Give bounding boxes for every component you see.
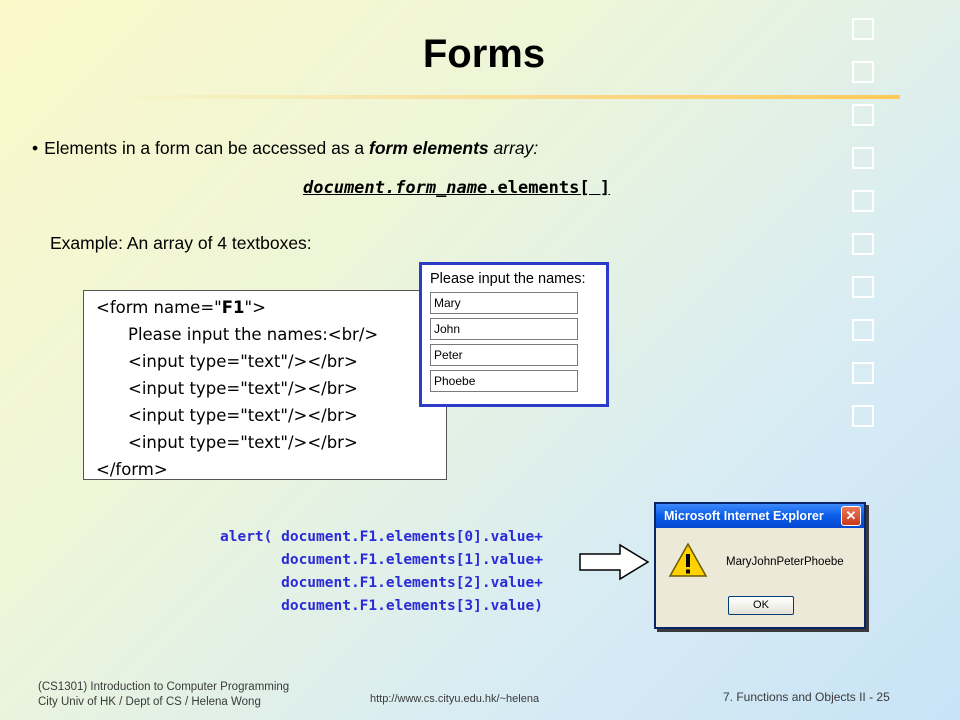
code-line-form-open <box>96 294 446 321</box>
decorative-squares <box>852 18 882 448</box>
footer-course: (CS1301) Introduction to Computer Programming <box>38 681 290 693</box>
code-line-input: <input type="text"/></br> <box>128 406 358 425</box>
deco-square <box>852 61 874 83</box>
syntax-line <box>303 178 610 198</box>
deco-square <box>852 190 874 212</box>
alert-code-line: document.F1.elements[3].value) <box>220 598 544 614</box>
deco-square <box>852 104 874 126</box>
bullet-emphasis: form elements <box>369 138 489 158</box>
deco-square <box>852 276 874 298</box>
alert-code-line: document.F1.elements[2].value+ <box>220 575 544 591</box>
syntax-form-name: form_name <box>395 178 488 198</box>
code-form-open-post: "> <box>244 298 266 317</box>
deco-square <box>852 18 874 40</box>
footer-course-info <box>38 680 289 710</box>
slide-title: Forms <box>422 32 546 76</box>
deco-square <box>852 405 874 427</box>
name-input[interactable]: John <box>430 318 578 340</box>
form-preview <box>419 262 609 407</box>
bullet-point <box>32 138 538 159</box>
example-label: Example: An array of 4 textboxes: <box>50 233 312 253</box>
dialog-titlebar <box>656 504 864 528</box>
name-input[interactable]: Mary <box>430 292 578 314</box>
html-code-box <box>83 290 447 480</box>
deco-square <box>852 319 874 341</box>
syntax-suffix: .elements[ ] <box>487 178 611 198</box>
code-line-prompt: Please input the names:<br/> <box>128 325 379 344</box>
preview-label: Please input the names: <box>430 271 586 287</box>
ok-button[interactable]: OK <box>728 596 794 615</box>
title-underline <box>110 95 900 99</box>
alert-code-line: alert( document.F1.elements[0].value+ <box>220 529 544 545</box>
dialog-message: MaryJohnPeterPhoebe <box>726 556 844 568</box>
bullet-symbol: • <box>32 138 39 158</box>
close-icon[interactable]: ✕ <box>841 506 861 526</box>
deco-square <box>852 147 874 169</box>
code-line-input: <input type="text"/></br> <box>128 379 358 398</box>
code-form-open-pre: <form name=" <box>96 298 222 317</box>
alert-dialog <box>654 502 866 629</box>
code-line-form-close: </form> <box>96 460 168 479</box>
bullet-text-after: array: <box>488 138 539 158</box>
dialog-title: Microsoft Internet Explorer <box>664 509 824 523</box>
name-input[interactable]: Peter <box>430 344 578 366</box>
alert-code <box>220 526 543 618</box>
code-line-input: <input type="text"/></br> <box>128 433 358 452</box>
deco-square <box>852 362 874 384</box>
right-arrow-icon <box>578 543 650 581</box>
code-form-name: F1 <box>221 298 245 317</box>
footer-page-number: 7. Functions and Objects II - 25 <box>723 690 890 704</box>
name-input[interactable]: Phoebe <box>430 370 578 392</box>
deco-square <box>852 233 874 255</box>
code-line-input: <input type="text"/></br> <box>128 352 358 371</box>
footer-dept: City Univ of HK / Dept of CS / Helena Wong <box>38 696 261 708</box>
footer-url: http://www.cs.cityu.edu.hk/~helena <box>370 693 540 705</box>
alert-code-line: document.F1.elements[1].value+ <box>220 552 544 568</box>
bullet-text-before: Elements in a form can be accessed as a <box>44 138 370 158</box>
syntax-prefix: document. <box>303 178 396 198</box>
warning-icon <box>668 542 708 578</box>
